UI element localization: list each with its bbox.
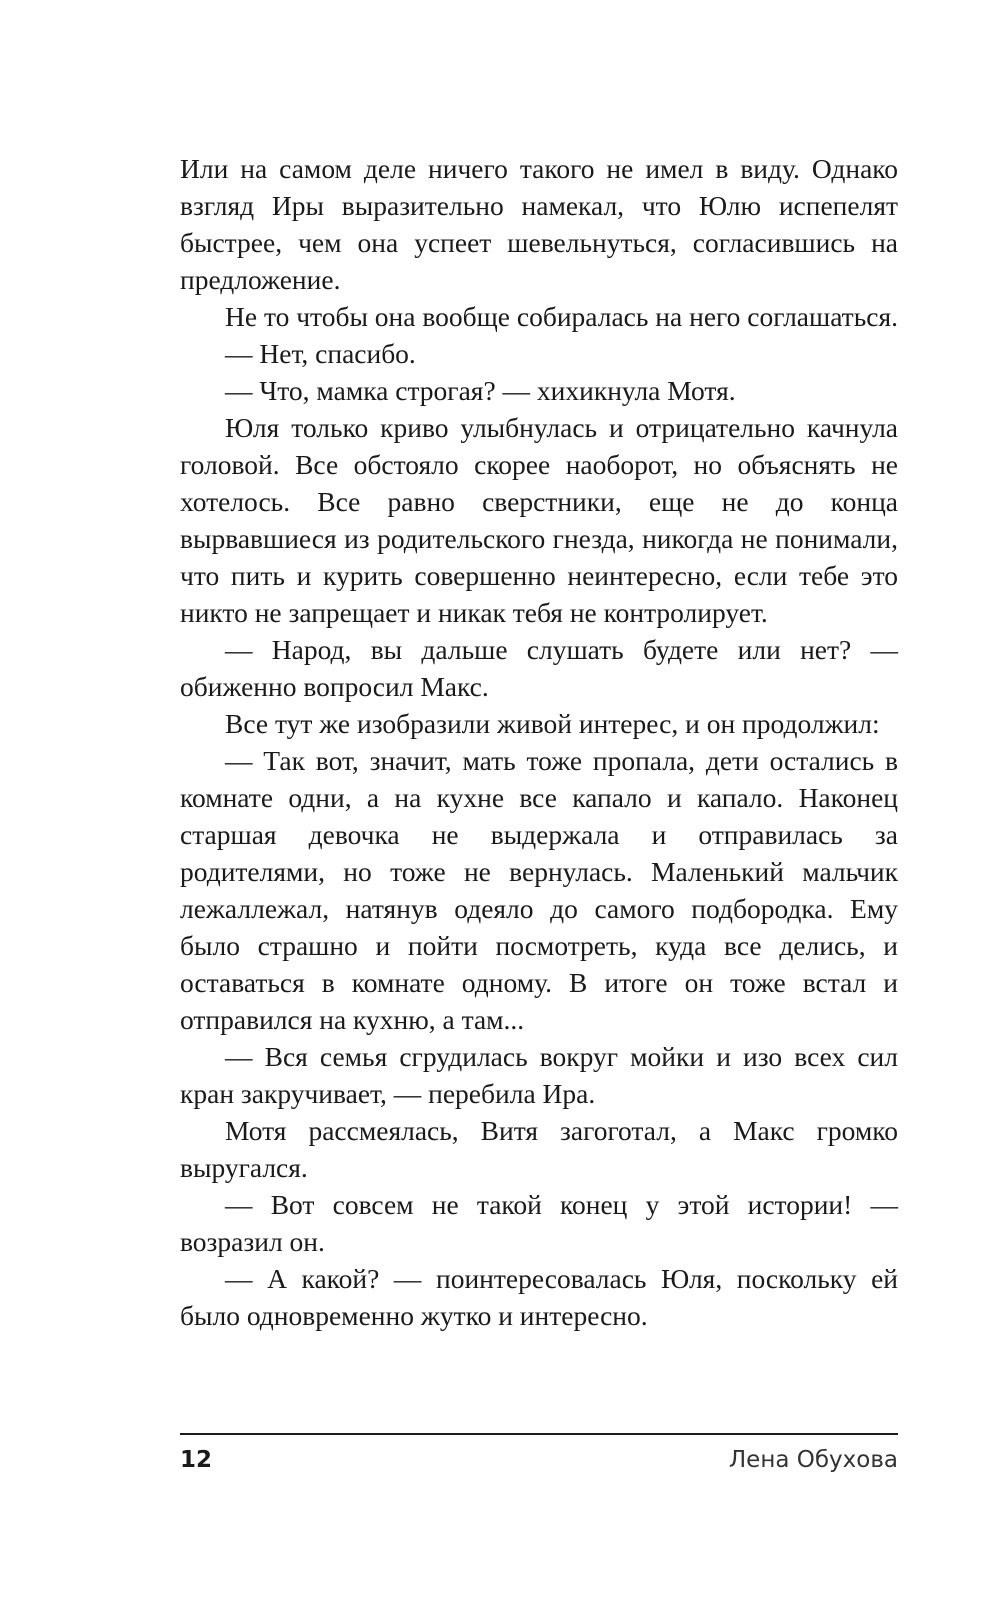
paragraph: — А какой? — поинтересовалась Юля, поскольку ей было одновременно жутко и интересно. [180,1263,898,1331]
paragraph: — Народ, вы дальше слушать будете или нет? — обиженно вопросил Макс. [180,634,898,702]
body-text [180,150,898,1334]
paragraph: — Вся семья сгрудилась вокруг мойки и изо всех сил кран закручивает, — перебила Ира. [180,1041,898,1109]
paragraph: — Нет, спасибо. [225,338,416,369]
paragraph: Мотя рассмеялась, Витя загоготал, а Макс громко выругался. [180,1115,898,1183]
page-footer [180,1433,898,1475]
paragraph: Юля только криво улыбнулась и отрицательно качнула головой. Все обстояло скорее наоборот, но объяснять не хотелось. Все равно сверстники, еще не до конца вырвавшиеся из родительского гнезда, никогда не понимали, что пить и курить совершенно неинтересно, если тебе это никто не запрещает и никак тебя не контролирует. [180,412,898,628]
paragraph: — Вот совсем не такой конец у этой истории! — возразил он. [180,1189,898,1257]
paragraph: Или на самом деле ничего такого не имел в виду. Однако взгляд Иры выразительно намекал, что Юлю испепелят быстрее, чем она успеет шевельнуться, согласившись на предложение. [180,153,898,295]
book-page [180,150,898,1334]
paragraph: Не то чтобы она вообще собиралась на него соглашаться. [225,301,898,332]
author-name: Лена Обухова [728,1447,898,1473]
paragraph: Все тут же изобразили живой интерес, и он продолжил: [225,708,880,739]
page-number: 12 [180,1447,213,1473]
paragraph: — Так вот, значит, мать тоже пропала, дети остались в комнате одни, а на кухне все капало и капало. Наконец старшая девочка не выдержала и отправилась за родителями, но тоже не вернулась. Маленький мальчик лежаллежал, натянув одеяло до самого подбородка. Ему было страшно и пойти посмотреть, куда все делись, и оставаться в комнате одному. В итоге он тоже встал и отправился на кухню, а там... [180,745,898,1035]
paragraph: — Что, мамка строгая? — хихикнула Мотя. [225,375,736,406]
